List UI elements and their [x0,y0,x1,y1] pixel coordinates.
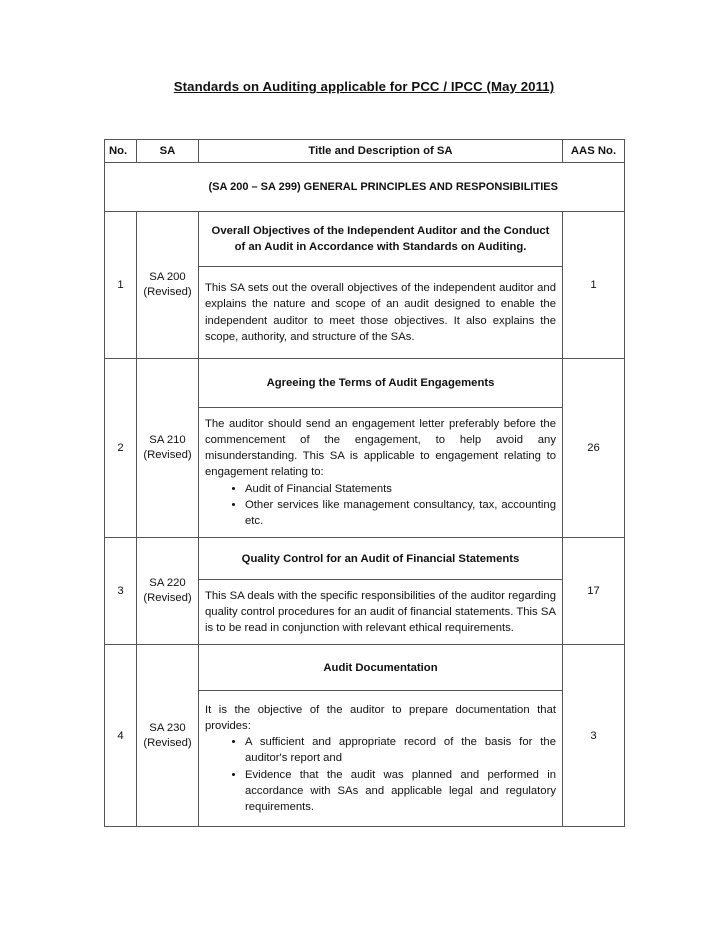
aas-number: 3 [563,645,625,827]
table-header-row [105,140,625,163]
sa-code-cell [137,538,199,645]
table-row [105,538,625,580]
header-sa: SA [137,140,199,163]
sa-code-cell [137,645,199,827]
table-row [105,359,625,408]
aas-number: 17 [563,538,625,645]
sa-description: It is the objective of the auditor to prepare documentation that provides: [205,703,556,732]
row-number: 1 [105,212,137,359]
row-number: 2 [105,359,137,538]
sa-note: (Revised) [143,286,192,298]
sa-code: SA 230 [149,721,186,734]
aas-number: 1 [563,212,625,359]
sa-description: This SA deals with the specific responsibilities of the auditor regarding quality control procedures for an audit of financial statements. This SA is to be read in conjunction with relevant ethical requirements. [199,580,563,645]
section-heading: (SA 200 – SA 299) GENERAL PRINCIPLES AND RESPONSIBILITIES [199,163,625,212]
sa-note: (Revised) [143,449,192,461]
sa-code: SA 210 [149,434,186,446]
list-item: • Other services like management consultancy, tax, accounting etc. [245,497,556,529]
header-title: Title and Description of SA [199,140,563,163]
row-number: 3 [105,538,137,645]
standards-table [104,139,625,827]
sa-code: SA 220 [149,577,186,589]
sa-description: The auditor should send an engagement letter preferably before the commencement of the engagement, to help avoid any misunderstanding. This SA is applicable to engagement relating to engagement relating to: [205,417,556,479]
aas-number: 26 [563,359,625,538]
header-no: No. [105,140,137,163]
sa-note: (Revised) [143,592,192,604]
sa-description-cell [199,691,563,827]
sa-description: This SA sets out the overall objectives of the independent auditor and explains the nature and scope of an audit designed to enable the independent auditor to meet those objectives. It also explains the scope, authority, and structure of the SAs. [199,267,563,359]
sa-code-cell [137,359,199,538]
bullet-list [205,481,556,530]
table-row [105,645,625,691]
sa-heading: Overall Objectives of the Independent Auditor and the Conduct of an Audit in Accordance with Standards on Auditing. [199,212,563,267]
sa-heading: Agreeing the Terms of Audit Engagements [199,359,563,408]
bullet-list [205,734,556,815]
list-item: • Audit of Financial Statements [245,481,556,497]
sa-heading: Quality Control for an Audit of Financial Statements [199,538,563,580]
row-number: 4 [105,645,137,827]
header-aas: AAS No. [563,140,625,163]
list-item: • Evidence that the audit was planned and performed in accordance with SAs and applicable legal and regulatory requirements. [245,767,556,816]
document-title: Standards on Auditing applicable for PCC / IPCC (May 2011) [173,79,555,94]
section-row [105,163,625,212]
table-row [105,212,625,267]
sa-note: (Revised) [143,736,192,749]
sa-code-cell [137,212,199,359]
sa-heading: Audit Documentation [199,645,563,691]
sa-description-cell [199,408,563,538]
list-item: • A sufficient and appropriate record of the basis for the auditor's report and [245,734,556,766]
sa-code: SA 200 [149,271,186,283]
